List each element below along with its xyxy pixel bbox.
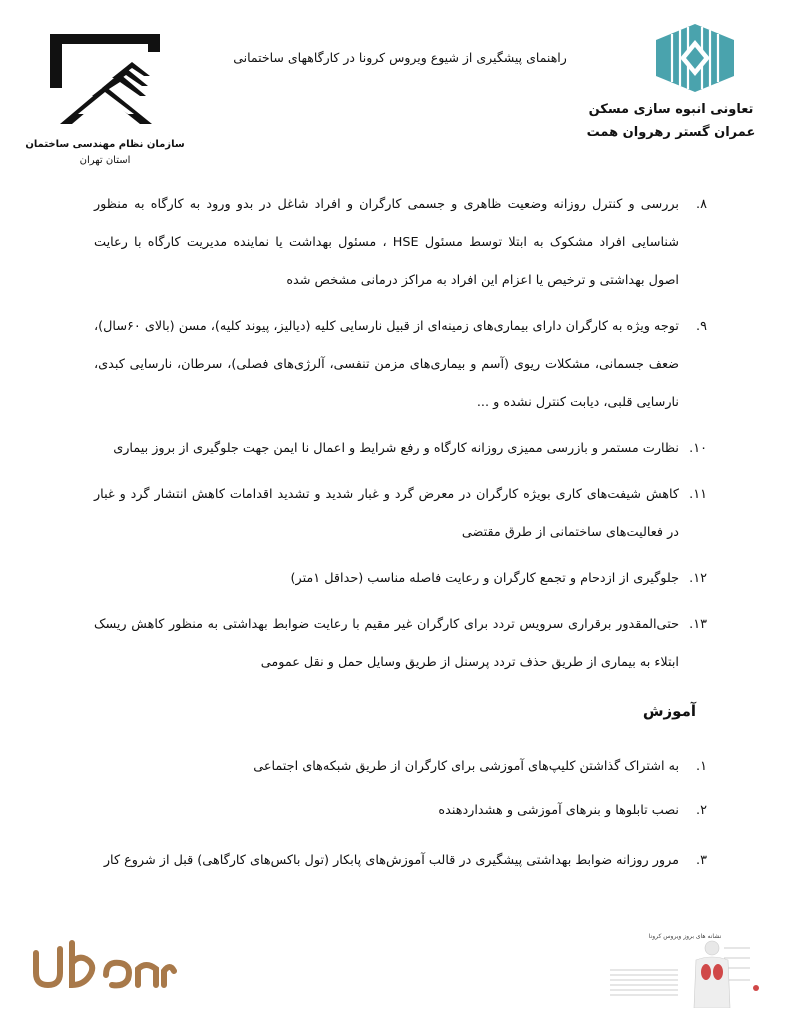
list-item-number: ۳. <box>696 853 707 868</box>
list-item-text: بررسی و کنترل روزانه وضعیت ظاهری و جسمی کارگران و افراد شاغل در بدو ورود به کارگاه به منظور شناسایی افراد مشکوک به ابتلا توسط مسئول HSE ، مسئول بهداشت یا نماینده مدیریت کارگاه با رعایت اصول بهداشتی و ترخیص یا اعزام این افراد به مراکز درمانی مشخص شده <box>94 197 679 288</box>
list-item <box>94 430 707 468</box>
list-item <box>94 606 707 682</box>
list-item-text: جلوگیری از ازدحام و تجمع کارگران و رعایت فاصله مناسب (حداقل ۱متر) <box>290 571 679 586</box>
list-item-text: به اشتراک گذاشتن کلیپ‌های آموزشی برای کارگران از طریق شبکه‌های اجتماعی <box>253 759 679 774</box>
coop-logo <box>650 20 740 96</box>
list-item-number: ۸. <box>696 197 707 212</box>
list-item-text: نظارت مستمر و بازرسی ممیزی روزانه کارگاه و رفع شرایط و اعمال نا ایمن جهت جلوگیری از بروز بیماری <box>113 441 679 456</box>
list-item <box>89 748 707 786</box>
list-item-text: حتی‌المقدور برقراری سرویس تردد برای کارگران غیر مقیم با رعایت ضوابط بهداشتی به منظور کاهش ریسک ابتلاء به بیماری از طریق حذف تردد پرسنل از طریق وسایل حمل و نقل عمومی <box>94 617 679 670</box>
org-name-line2: استان تهران <box>79 155 131 166</box>
org-name <box>25 137 185 169</box>
org-logo-mark <box>40 28 170 136</box>
list-item-number: ۱. <box>696 759 707 774</box>
list-item-number: ۲. <box>696 803 707 818</box>
list-item <box>94 186 707 300</box>
list-item-number: ۱۲. <box>689 571 707 586</box>
coop-name-line2: عمران گستر رهروان همت <box>586 125 756 140</box>
list-item <box>94 308 707 422</box>
list-item-text: کاهش شیفت‌های کاری بویژه کارگران در معرض گرد و غبار شدید و تشدید اقدامات کاهش انتشار گرد و غبار در فعالیت‌های ساختمانی از طرق مقتضی <box>94 487 679 540</box>
list-item <box>94 560 707 598</box>
footer-logo-mark <box>28 935 178 995</box>
poster-title: نشانه های بروز ویروس کرونا <box>648 933 722 940</box>
list-item-text: نصب تابلوها و بنرهای آموزشی و هشداردهنده <box>438 803 679 818</box>
list-item <box>89 842 707 880</box>
list-item <box>94 476 707 552</box>
list-item-text: مرور روزانه ضوابط بهداشتی پیشگیری در قالب آموزش‌های پابکار (تول باکس‌های کارگاهی) قبل از شروع کار <box>103 853 679 868</box>
list-item-number: ۱۳. <box>689 617 707 632</box>
coop-name <box>581 98 761 144</box>
coop-logo-mark <box>650 20 740 96</box>
list-item-number: ۹. <box>696 319 707 334</box>
poster-figure-icon <box>600 928 770 1008</box>
list-item-number: ۱۰. <box>689 441 707 456</box>
footer-logo <box>28 935 178 995</box>
poster-thumbnail <box>600 928 770 1008</box>
page-title: راهنمای پیشگیری از شیوع ویروس کرونا در کارگاههای ساختمانی <box>233 50 567 65</box>
org-logo <box>40 28 170 136</box>
org-name-line1: سازمان نظام مهندسی ساختمان <box>25 139 185 150</box>
list-item <box>89 792 707 830</box>
coop-name-line1: تعاونی انبوه سازی مسکن <box>588 102 754 117</box>
section-heading: آموزش <box>642 702 696 720</box>
list-item-number: ۱۱. <box>689 487 707 502</box>
list-item-text: توجه ویژه به کارگران دارای بیماری‌های زمینه‌ای از قبیل نارسایی کلیه (دیالیز، پیوند کلیه)، مسن (بالای ۶۰سال)، ضعف جسمانی، مشکلات ریوی (آسم و بیماری‌های مزمن تنفسی، آلرژی‌های فصلی)، سرطان، نارسایی کبدی، نارسایی قلبی، دیابت کنترل نشده و ... <box>94 319 679 410</box>
